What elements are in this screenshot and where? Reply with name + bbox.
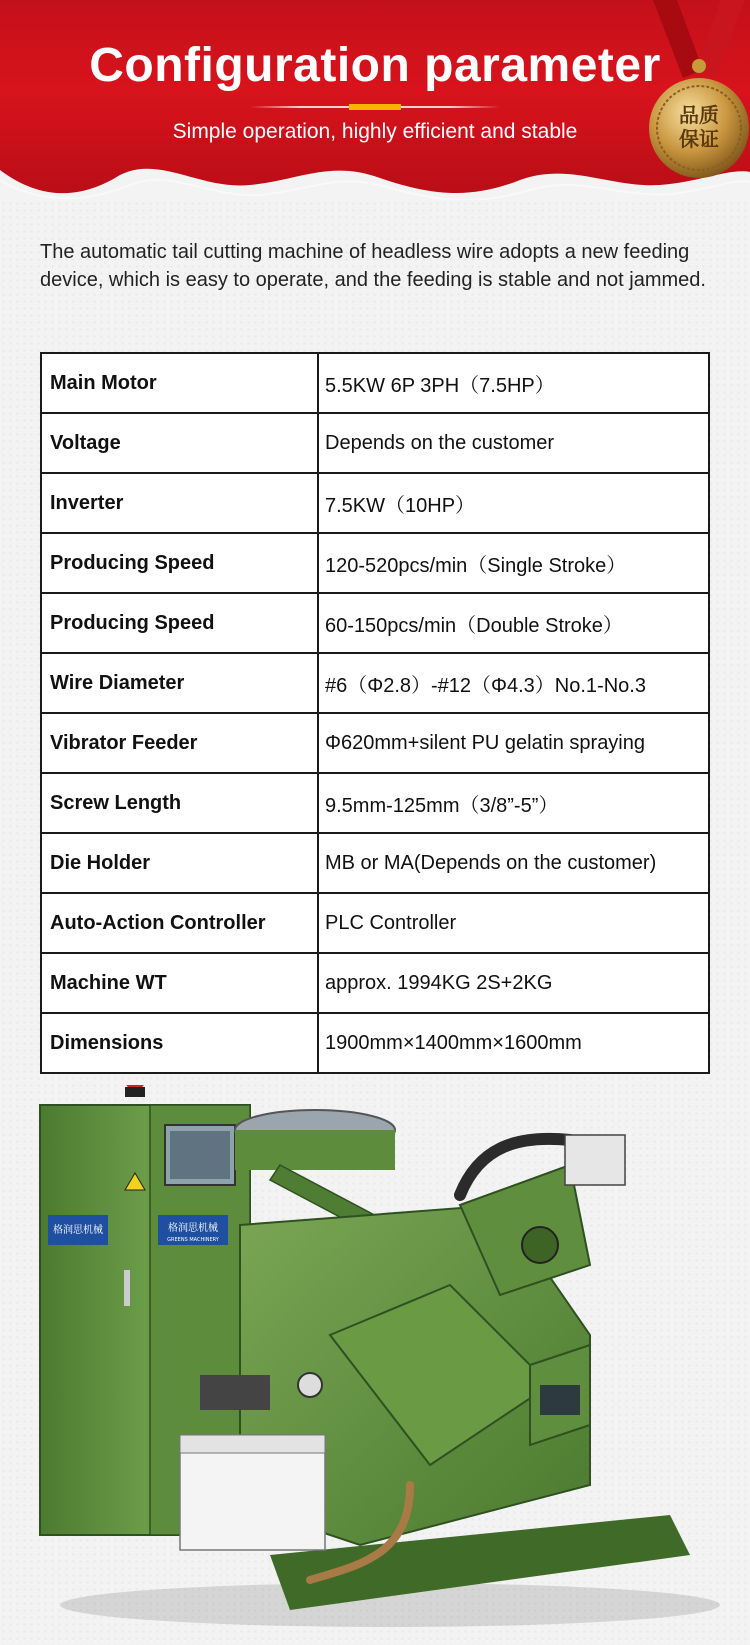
- spec-label: Producing Speed: [41, 533, 318, 593]
- brand-name-right: 格润思机械: [168, 1223, 218, 1234]
- medal-text-line2: 保证: [679, 127, 719, 151]
- spec-label: Wire Diameter: [41, 653, 318, 713]
- spec-value: #6（Φ2.8）-#12（Φ4.3）No.1-No.3: [318, 653, 709, 713]
- spec-value: 120-520pcs/min（Single Stroke）: [318, 533, 709, 593]
- spec-row: [41, 833, 709, 893]
- spec-row: [41, 413, 709, 473]
- spec-value: Φ620mm+silent PU gelatin spraying: [318, 713, 709, 773]
- header-banner: [0, 0, 750, 200]
- spec-label: Dimensions: [41, 1013, 318, 1073]
- banner-wave-decoration: [0, 150, 750, 200]
- spec-value: MB or MA(Depends on the customer): [318, 833, 709, 893]
- spec-value: PLC Controller: [318, 893, 709, 953]
- spec-value: 9.5mm-125mm（3/8”-5”）: [318, 773, 709, 833]
- intro-paragraph: The automatic tail cutting machine of headless wire adopts a new feeding device, which is easy to operate, and the feeding is stable and not jammed.: [40, 241, 706, 291]
- spec-label: Screw Length: [41, 773, 318, 833]
- brand-name-left: 格润思机械: [53, 1225, 103, 1236]
- spec-row: [41, 653, 709, 713]
- spec-row: [41, 1013, 709, 1073]
- medal-text-line1: 品质: [679, 103, 719, 127]
- spec-row: [41, 953, 709, 1013]
- spec-row: [41, 773, 709, 833]
- page-title: Configuration parameter: [89, 39, 661, 92]
- spec-value: 60-150pcs/min（Double Stroke）: [318, 593, 709, 653]
- machine-illustration: [30, 1085, 720, 1630]
- cabinet-handle: [124, 1270, 130, 1306]
- spec-label: Die Holder: [41, 833, 318, 893]
- spec-row: [41, 713, 709, 773]
- spec-row: [41, 593, 709, 653]
- spec-label: Machine WT: [41, 953, 318, 1013]
- quality-medal-icon: [645, 0, 750, 190]
- spec-value: approx. 1994KG 2S+2KG: [318, 953, 709, 1013]
- title-underline-accent: [349, 104, 401, 110]
- top-control-box: [565, 1135, 625, 1185]
- page-subtitle: Simple operation, highly efficient and stable: [172, 120, 578, 143]
- spec-label: Auto-Action Controller: [41, 893, 318, 953]
- pump-motor: [200, 1375, 270, 1410]
- spec-label: Vibrator Feeder: [41, 713, 318, 773]
- spec-table: [40, 352, 710, 1074]
- spec-value: 1900mm×1400mm×1600mm: [318, 1013, 709, 1073]
- pressure-gauge-icon: [298, 1373, 322, 1397]
- spec-label: Main Motor: [41, 353, 318, 413]
- spec-row: [41, 893, 709, 953]
- spec-row: [41, 533, 709, 593]
- spec-row: [41, 353, 709, 413]
- spec-label: Producing Speed: [41, 593, 318, 653]
- brand-name-en: GREENS MACHINERY: [167, 1237, 219, 1243]
- spec-row: [41, 473, 709, 533]
- flywheel: [522, 1227, 558, 1263]
- spec-value: 5.5KW 6P 3PH（7.5HP）: [318, 353, 709, 413]
- spec-value: 7.5KW（10HP）: [318, 473, 709, 533]
- spec-value: Depends on the customer: [318, 413, 709, 473]
- spec-label: Voltage: [41, 413, 318, 473]
- spec-label: Inverter: [41, 473, 318, 533]
